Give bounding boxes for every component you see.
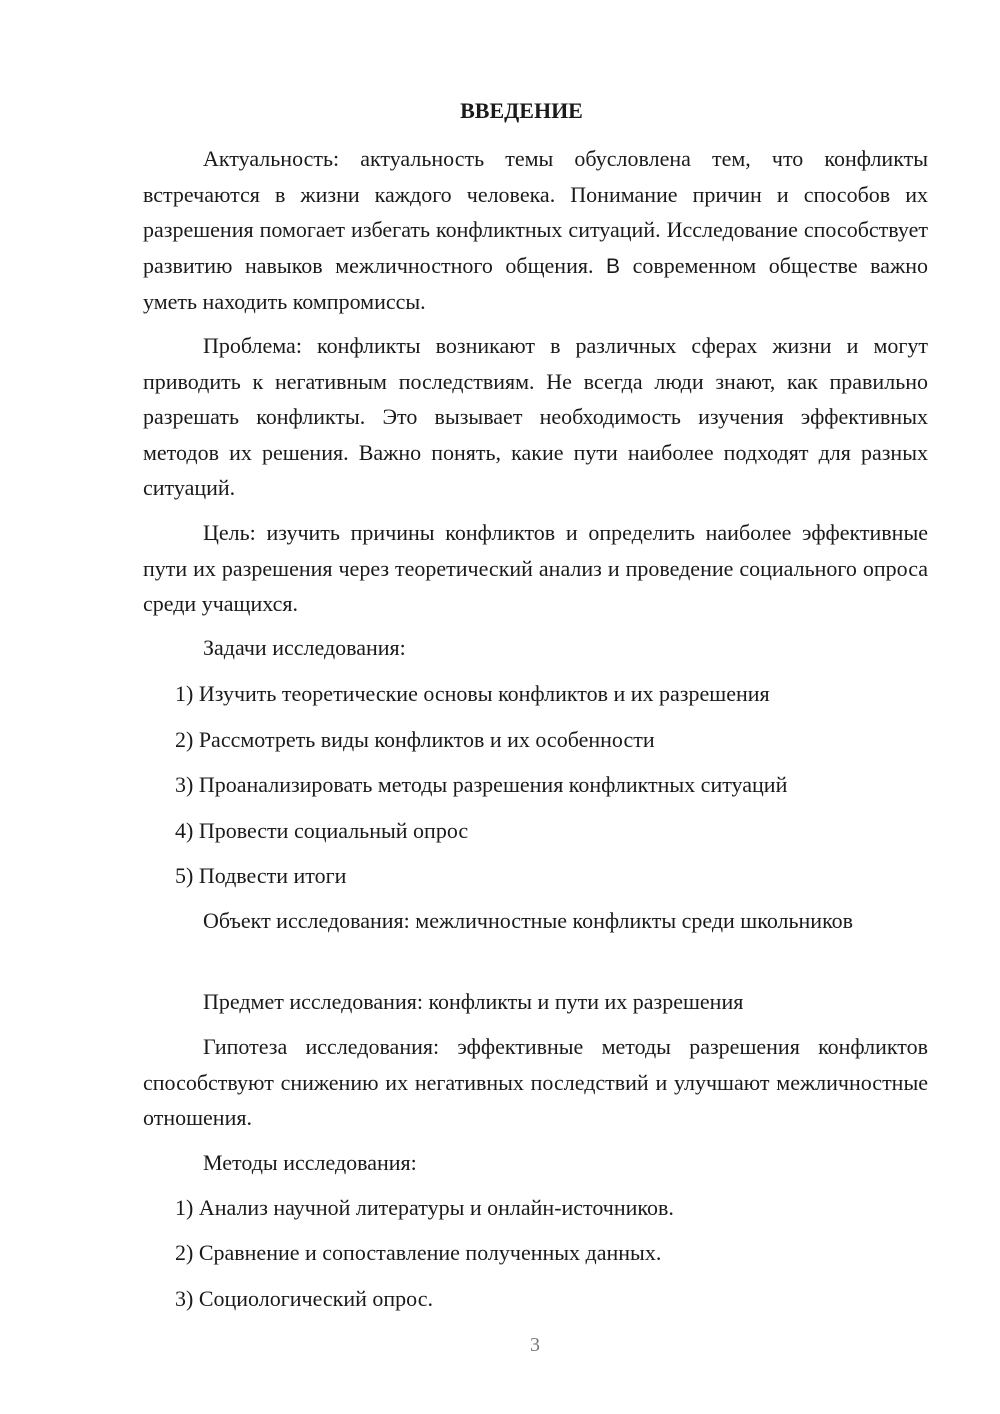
page-number: 3 [530,1334,540,1356]
relevance-text: Актуальность: актуальность темы обусловлена тем, что конфликты встречаются в жизни каждого человека. Понимание причин и способов их разрешения помогает избегать конфликтных ситуаций. Исследование способствует развитию навыков межличностного общения. [143,146,928,278]
page-title: ВВЕДЕНИЕ [460,98,583,123]
task-item: 3) Проанализировать методы разрешения конфликтных ситуаций [175,772,788,797]
relevance-tail-letter: В [606,254,621,278]
method-item: 2) Сравнение и сопоставление полученных данных. [175,1240,662,1265]
task-item: 4) Провести социальный опрос [175,818,469,843]
problem-paragraph: Проблема: конфликты возникают в различных сферах жизни и могут приводить к негативным последствиям. Не всегда люди знают, как правильно разрешать конфликты. Это вызывает необходимость изучения эффективных методов их решения. Важно понять, какие пути наиболее подходят для разных ситуаций. [143,333,928,500]
method-item: 3) Социологический опрос. [175,1286,433,1311]
object-paragraph: Объект исследования: межличностные конфликты среди школьников [203,908,854,933]
relevance-tail-text: современном обществе важно уметь находить компромиссы. [143,252,929,314]
methods-heading: Методы исследования: [203,1150,417,1175]
goal-paragraph: Цель: изучить причины конфликтов и определить наиболее эффективные пути их разрешения через теоретический анализ и проведение социального опроса среди учащихся. [143,520,928,616]
tasks-heading: Задачи исследования: [203,635,406,660]
method-item: 1) Анализ научной литературы и онлайн-источников. [175,1195,674,1220]
hypothesis-paragraph: Гипотеза исследования: эффективные методы разрешения конфликтов способствуют снижению их негативных последствий и улучшают межличностные отношения. [143,1034,928,1130]
task-item: 2) Рассмотреть виды конфликтов и их особенности [175,727,655,752]
task-item: 1) Изучить теоретические основы конфликтов и их разрешения [175,681,770,706]
relevance-paragraph [143,141,928,320]
subject-paragraph: Предмет исследования: конфликты и пути их разрешения [203,989,744,1014]
task-item: 5) Подвести итоги [175,863,347,888]
